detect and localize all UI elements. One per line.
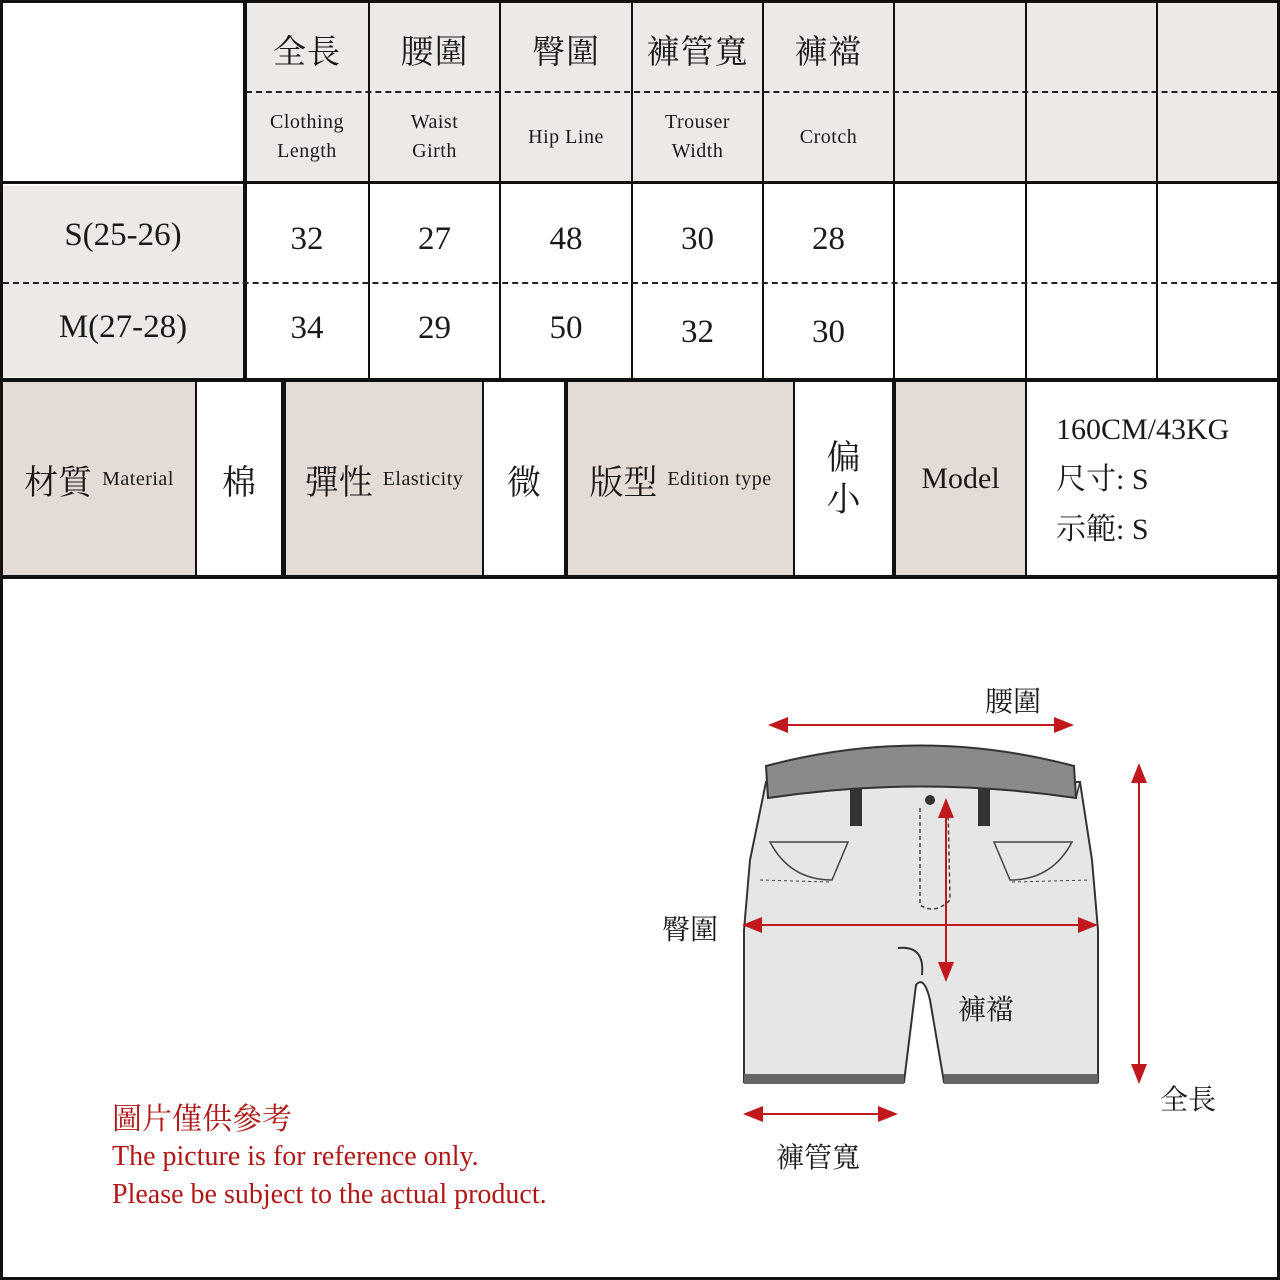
col-header-length-en: Clothing Length (269, 111, 344, 162)
edition-value-line1: 偏 (826, 438, 861, 478)
model-demo: 示範: S (1056, 513, 1149, 546)
diagram-label-length: 全長 (1160, 1083, 1217, 1116)
col-header-hip-zh: 臀圍 (532, 31, 600, 71)
model-size: 尺寸: S (1056, 463, 1149, 496)
diagram-label-crotch: 褲襠 (958, 993, 1015, 1026)
cell-s-hip: 48 (549, 220, 583, 257)
reference-note-en-line1: The picture is for reference only. (112, 1141, 479, 1172)
size-label-s: S(25-26) (64, 216, 182, 253)
col-header-crotch-en: Crotch (799, 125, 858, 148)
diagram-label-waist: 腰圍 (985, 685, 1042, 718)
size-label-m: M(27-28) (58, 308, 188, 345)
edition-label-zh: 版型 (589, 462, 658, 503)
cell-m-trouser-width: 32 (681, 313, 714, 350)
model-stats: 160CM/43KG (1056, 413, 1230, 446)
material-label-en: Material (102, 467, 174, 490)
cell-m-crotch: 30 (812, 313, 845, 350)
cell-m-length: 34 (290, 309, 324, 346)
cell-m-waist: 29 (418, 309, 451, 346)
cell-s-waist: 27 (418, 220, 451, 257)
reference-note-zh: 圖片僅供參考 (112, 1102, 292, 1137)
col-header-crotch-zh: 褲襠 (794, 31, 863, 71)
elasticity-label-en: Elasticity (382, 467, 464, 490)
col-header-trouser-width-en: Trouser Width (665, 111, 730, 162)
shorts-illustration (744, 746, 1098, 1085)
diagram-label-hip: 臀圍 (662, 913, 719, 946)
material-label-zh: 材質 (24, 462, 93, 503)
elasticity-label-zh: 彈性 (304, 462, 373, 503)
edition-value-line2: 小 (826, 480, 861, 520)
col-header-length-zh: 全長 (273, 31, 341, 71)
col-header-waist-en: Waist Girth (410, 111, 459, 162)
col-header-hip-en: Hip Line (528, 125, 604, 148)
cell-s-crotch: 28 (812, 220, 845, 257)
material-value: 棉 (222, 462, 256, 503)
diagram-label-trouser-width: 褲管寬 (776, 1141, 861, 1174)
elasticity-value: 微 (507, 462, 541, 503)
model-label: Model (921, 462, 1000, 495)
col-header-waist-zh: 腰圍 (400, 31, 469, 71)
reference-note-en (112, 1138, 672, 1214)
cell-s-trouser-width: 30 (681, 220, 714, 257)
edition-label-en: Edition type (667, 467, 772, 490)
cell-m-hip: 50 (549, 309, 583, 346)
reference-note-en-line2: Please be subject to the actual product. (112, 1179, 547, 1210)
col-header-trouser-width-zh: 褲管寬 (646, 31, 749, 71)
cell-s-length: 32 (290, 220, 324, 257)
